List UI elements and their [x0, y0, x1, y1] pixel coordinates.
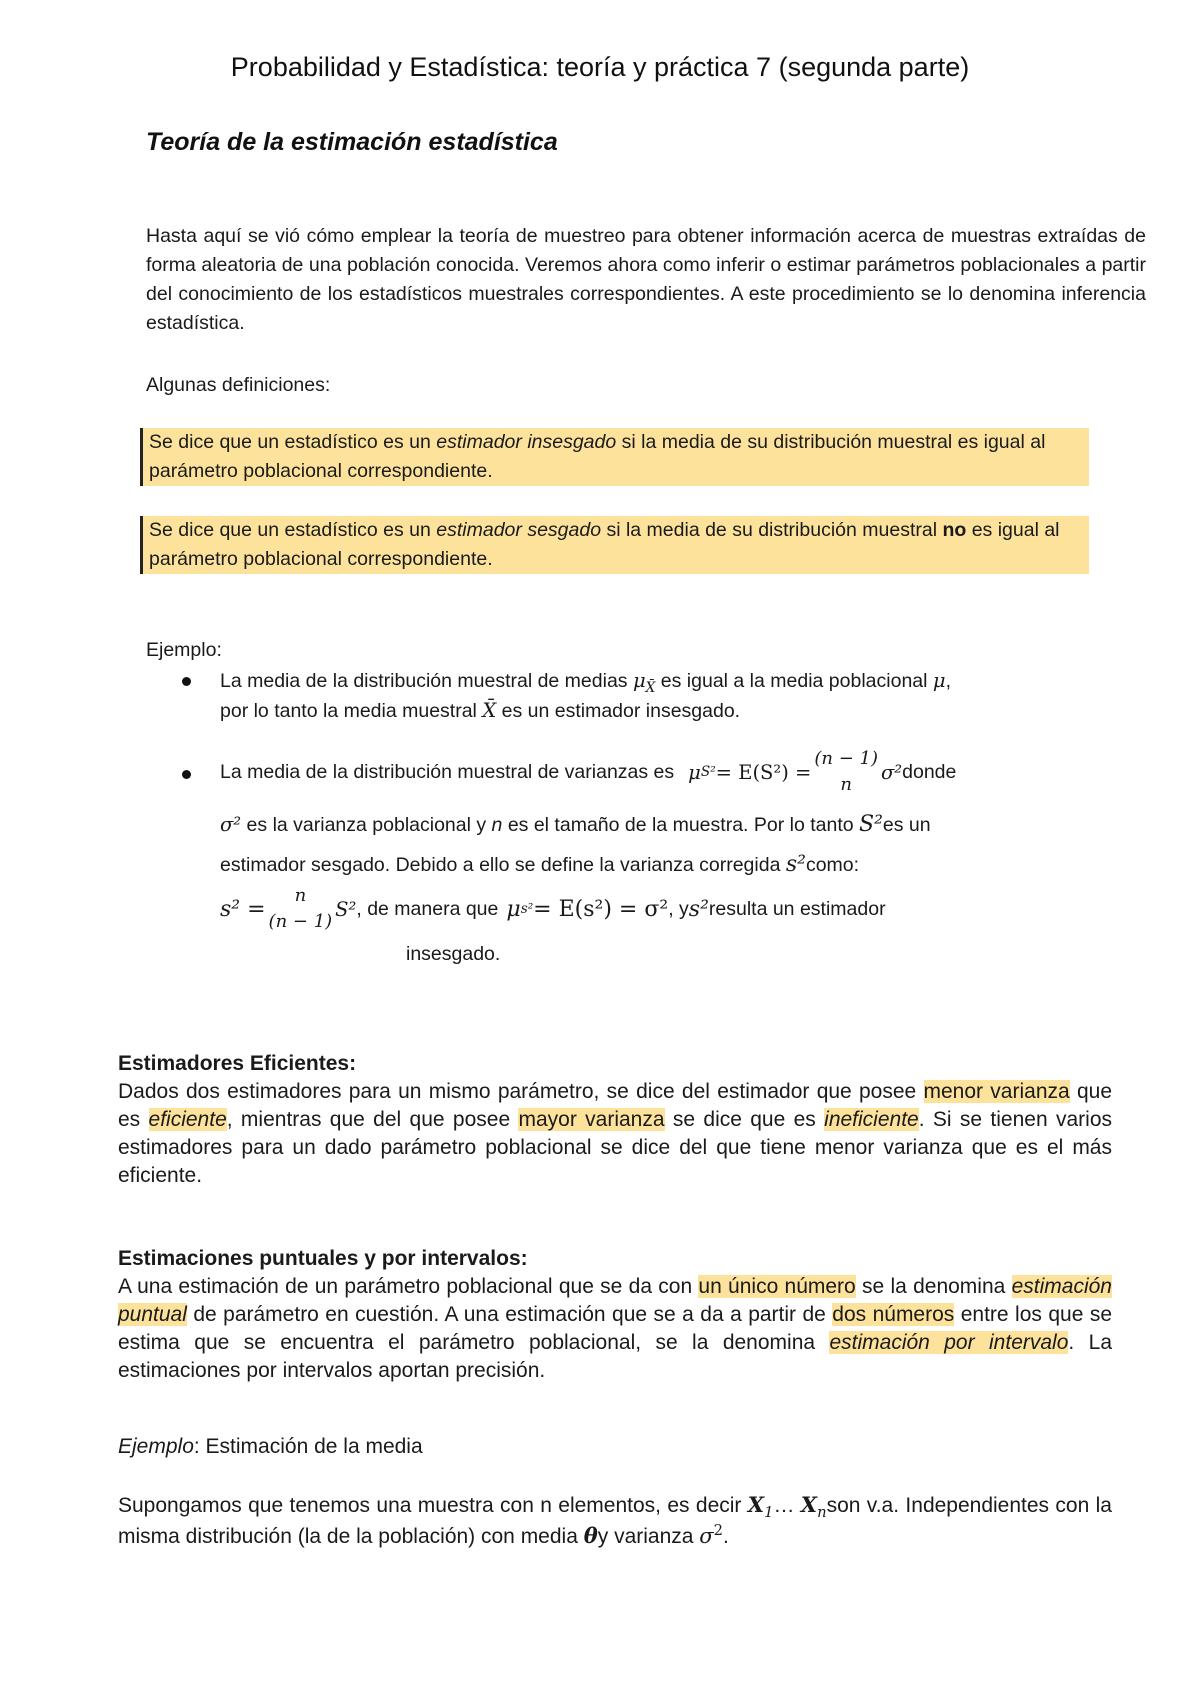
term-no: no — [942, 519, 967, 541]
document-title: Probabilidad y Estadística: teoría y práctica 7 (segunda parte) — [230, 52, 970, 82]
formula-mu-S2: μ — [688, 760, 701, 784]
point-interval-section: Estimaciones puntuales y por intervalos: A una estimación de un parámetro poblacional que se da con un único número se la denomina estimación puntual de parámetro en cuestión. A una estimación que se a da a partir de dos números entre los que se estima que se encuentra el parámetro poblacional, se la denomina estimación por intervalo. La estimaciones por intervalos aportan precisión. — [118, 1247, 1112, 1382]
definitions-label: Algunas definiciones: — [146, 374, 331, 396]
term-biased: estimador sesgado — [436, 519, 602, 541]
fraction: n (n − 1) — [268, 885, 333, 932]
efficient-estimators-heading: Estimadores Eficientes: — [118, 1052, 357, 1075]
efficient-estimators-section: Estimadores Eficientes: Dados dos estimadores para un mismo parámetro, se dice del estimador que posee menor varianza que es eficiente, mientras que del que posee mayor varianza se dice que es ineficiente. Si se tienen varios estimadores para un dado parámetro poblacional se dice del que tiene menor varianza que es el más eficiente. — [118, 1052, 1113, 1187]
suppose-paragraph: Supongamos que tenemos una muestra con n elementos, es decir $X_1\dots$ $X_nson$ v.a. Independientes con la misma distribución (la de la población) con media θy varianza $\sigma^2$. — [118, 1492, 1112, 1548]
example-mean-estimation: Ejemplo: Estimación de la media — [118, 1435, 423, 1458]
fraction: (n − 1) n — [814, 748, 878, 795]
bullet-item-mean: La media de la distribución muestral de medias $\mu_{X̄}$ es igual a la media poblacional μ, por lo tanto la media muestral X̄ es un estimador insesgado. — [146, 666, 1146, 726]
definition-unbiased: Se dice que un estadístico es un estimador insesgado si la media de su distribución muestral es igual al parámetro poblacional correspondiente. — [140, 428, 1089, 486]
section-title: Teoría de la estimación estadística — [146, 128, 558, 156]
bullet-icon — [182, 770, 191, 779]
example-label: Ejemplo: — [146, 639, 222, 661]
point-interval-heading: Estimaciones puntuales y por intervalos: — [118, 1247, 528, 1270]
definition-biased: Se dice que un estadístico es un estimador sesgado si la media de su distribución muestral no es igual al parámetro poblacional correspondiente. — [140, 516, 1089, 574]
term-unbiased: estimador insesgado — [436, 431, 617, 453]
bullet-item-variance: La media de la distribución muestral de varianzas es μ S² = E(S²) = (n − 1) n σ² donde σ² es la varianza poblacional y n es el tamaño de la muestra. Por lo tanto S²es un estimador sesgado. Debido a ello se define la varianza corregida s²como: s² = n (n − 1) S² , de manera que μ s² = E(s²) = σ² , y s² resulta un estimador insesgado. — [146, 760, 1146, 969]
intro-paragraph: Hasta aquí se vió cómo emplear la teoría de muestreo para obtener información acerca de muestras extraídas de forma aleatoria de una población conocida. Veremos ahora como inferir o estimar parámetros poblacionales a partir del conocimiento de los estadísticos muestrales correspondientes. A este procedimiento se lo denomina inferencia estadística. — [146, 225, 1146, 334]
bullet-icon — [182, 677, 191, 686]
